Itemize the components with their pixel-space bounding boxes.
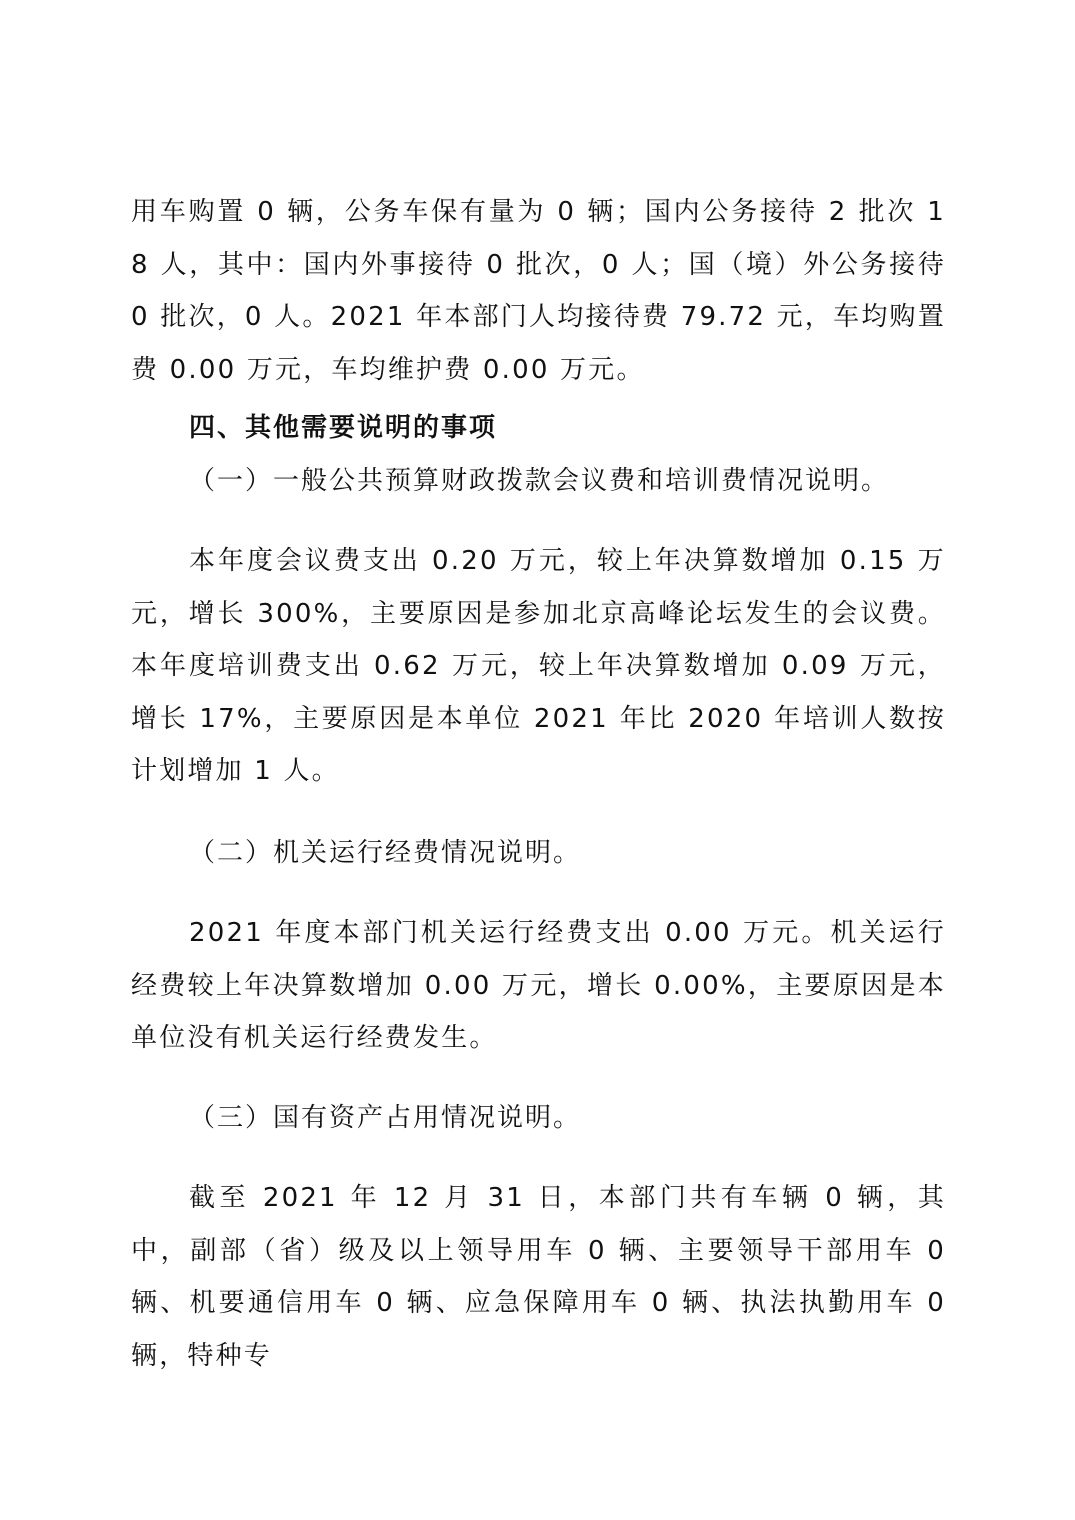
paragraph-meeting-training-fees: 本年度会议费支出 0.20 万元，较上年决算数增加 0.15 万元，增长 300%，主要原因是参加北京高峰论坛发生的会议费。本年度培训费支出 0.62 万元，较上年决算数增加 0.09 万元，增长 17%，主要原因是本单位 2021 年比 2020 年培训人数按计划增加 1 人。	[131, 546, 946, 786]
subsection-heading-meeting-training: （一）一般公共预算财政拨款会议费和培训费情况说明。	[189, 466, 890, 496]
paragraph-reception-and-vehicles: 用车购置 0 辆，公务车保有量为 0 辆；国内公务接待 2 批次 18 人，其中：国内外事接待 0 批次，0 人；国（境）外公务接待 0 批次，0 人。2021 年本部门人均接待费 79.72 元，车均购置费 0.00 万元，车均维护费 0.00 万元。	[131, 197, 946, 385]
subsection-heading-state-assets: （三）国有资产占用情况说明。	[189, 1103, 582, 1133]
section-heading-other-matters: 四、其他需要说明的事项	[189, 413, 498, 443]
paragraph-operating-expenses: 2021 年度本部门机关运行经费支出 0.00 万元。机关运行经费较上年决算数增加 0.00 万元，增长 0.00%，主要原因是本单位没有机关运行经费发生。	[131, 918, 946, 1053]
subsection-heading-operating-expenses: （二）机关运行经费情况说明。	[189, 838, 582, 868]
paragraph-state-assets-vehicles: 截至 2021 年 12 月 31 日，本部门共有车辆 0 辆，其中，副部（省）级及以上领导用车 0 辆、主要领导干部用车 0 辆、机要通信用车 0 辆、应急保障用车 0 辆、执法执勤用车 0 辆，特种专	[131, 1183, 946, 1371]
